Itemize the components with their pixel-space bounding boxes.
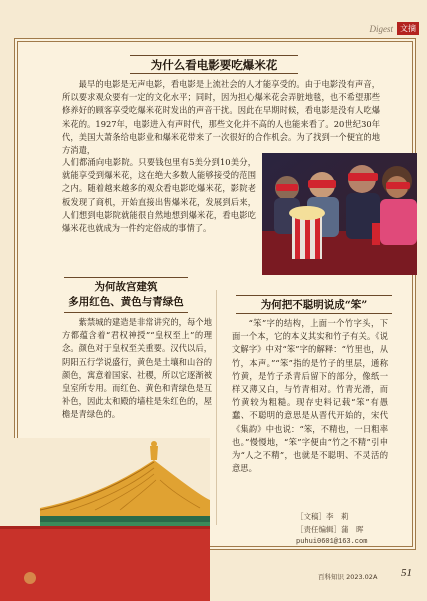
article1-paragraph: 人们都涌向电影院。只要钱包里有5美分到10美分，就能享受到爆米花，这在绝大多数人能够接受的范围之内。随着越来越多的观众看电影吃爆米花，影院老板发现了商机，开始直接出售爆米花，发展到后来，人们想到电影院就能很自然地想到爆米花，看电影吃爆米花也就成为一件约定俗成的事情了。 — [62, 157, 256, 234]
title-rule-top — [64, 277, 188, 278]
title-rule-bottom — [64, 312, 188, 313]
forbidden-city-illustration — [0, 438, 210, 601]
title-rule-top — [236, 295, 392, 296]
article3-body — [232, 317, 388, 475]
article3-title: 为何把不聪明说成“笨” — [260, 299, 368, 311]
palace-roof-illustration — [0, 438, 210, 601]
cinema-audience-illustration — [262, 153, 417, 275]
page-number: 51 — [401, 567, 412, 579]
article3-paragraph: “笨”字的结构，上面一个竹字头，下面一个本，它的本义其实和竹子有关。《说文解字》中对“笨”字的解释：“竹里也，从竹，本声。”“笨”指的是竹子的里层，通称竹黄，是竹子杀青后留下的部分，像纸一样又薄又白，与竹青相对。竹青光滑，而竹黄较为粗糙。现存史料记载“笨”有愚蠢、不聪明的意思是从晋代开始的，宋代《集韵》中也说：“笨，不精也，一日粗率也。”慢慢地，“笨”字便由“竹之不精”引申为“人之不精”，也就是不聪明、不灵活的意思。 — [232, 318, 388, 474]
credit-source: ［文稿］李 莉 — [296, 512, 349, 521]
credits-block — [296, 510, 367, 549]
article2-title-line2: 多用红色、黄色与青绿色 — [68, 296, 184, 308]
credit-email: puhui0601@163.com — [296, 538, 368, 546]
column-divider — [216, 290, 217, 525]
article2-title — [60, 280, 192, 310]
section-badge: 文摘 — [397, 22, 419, 35]
article2-title-line1: 为何故宫建筑 — [94, 281, 158, 293]
magazine-info: 百科知识 2023.02A — [318, 573, 378, 581]
article1-body-wide — [62, 78, 380, 157]
digest-label: Digest — [369, 24, 393, 34]
article1-title: 为什么看电影要吃爆米花 — [150, 58, 278, 72]
title-rule-bottom — [130, 73, 298, 74]
credit-editor: ［责任编辑］蒲 晖 — [296, 525, 364, 534]
article1-paragraph: 最早的电影是无声电影，看电影是上流社会的人才能享受的。由于电影没有声音，所以要求观众要有一定的文化水平；同时，因为担心爆米花会弄脏地毯，也不希望那些修养好的顾客享受吃爆米花时发出的声音干扰。因此在早期时候，看电影是没有人吃爆米花的。1927年，电影进入有声时代，那些文化并不高的人也能来看了。20世纪30年代，美国大萧条给电影业和爆米花带来了一次很好的合作机会。为了找到一个便宜的地方消遣， — [62, 79, 380, 156]
title-rule-top — [130, 55, 298, 56]
article1-body-narrow — [62, 156, 256, 235]
article2-body — [62, 316, 212, 422]
cinema-popcorn-photo — [262, 153, 417, 275]
article2-paragraph: 紫禁城的建造是非常讲究的，每个地方都蕴含着“君权神授”“皇权至上”的理念。颜色对于皇权至关重要。汉代以后，阴阳五行学说盛行，黄色是土壤和山谷的颜色，寓意着国家、社稷，所以它逐渐被皇室所专用。而红色、黄色和青绿色是互补色，因此太和殿的墙柱是朱红色的，屋檐是青绿色的。 — [62, 317, 212, 420]
page-header — [0, 0, 427, 40]
title-rule-bottom — [236, 313, 392, 314]
